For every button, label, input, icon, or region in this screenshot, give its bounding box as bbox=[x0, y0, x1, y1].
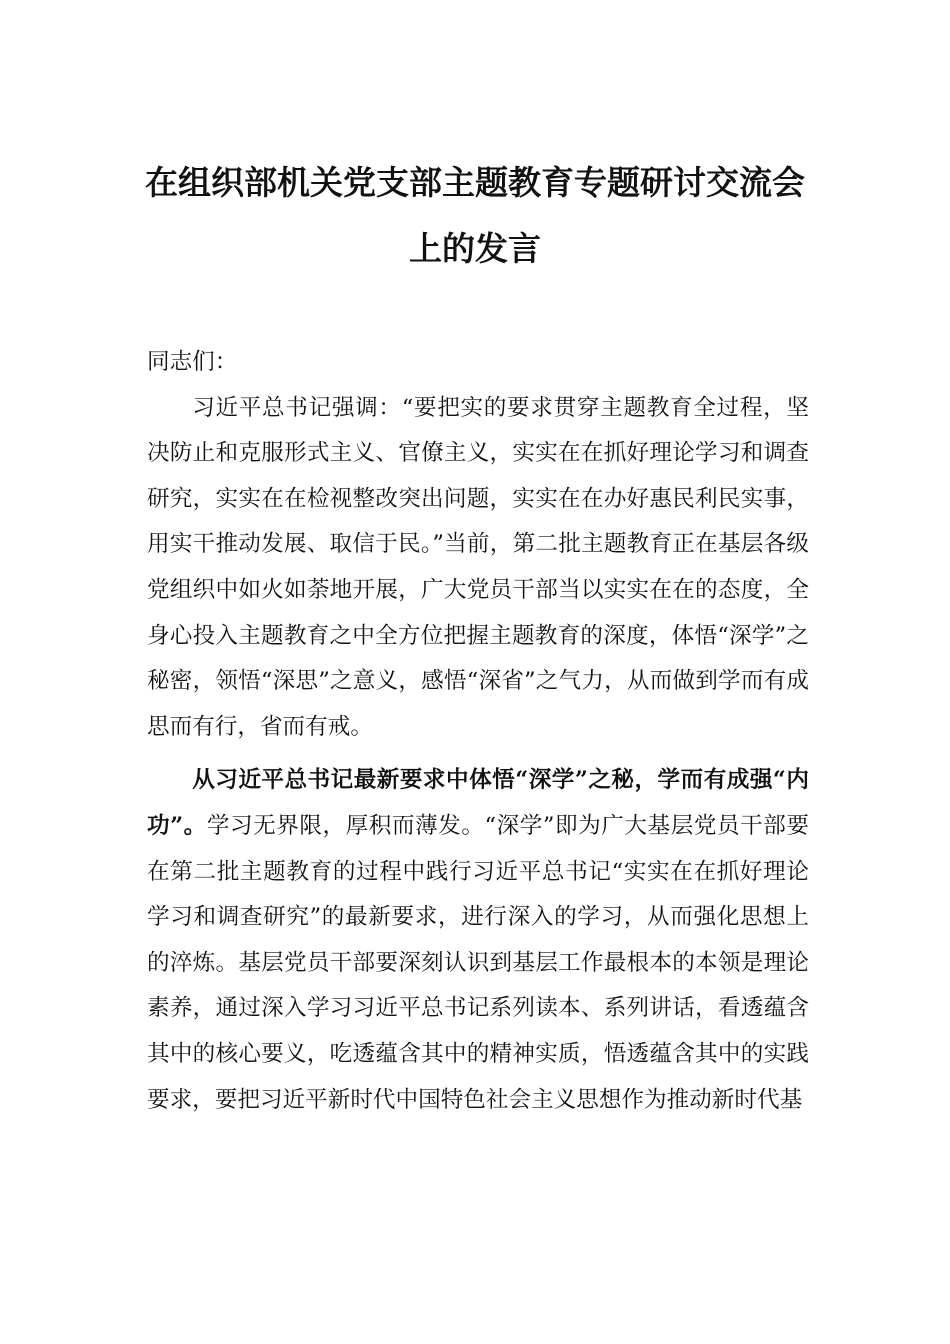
document-body bbox=[147, 340, 809, 1123]
paragraph-2 bbox=[147, 758, 809, 1123]
document-title: 在组织部机关党支部主题教育专题研讨交流会上的发言 bbox=[145, 163, 805, 268]
paragraph-1-text: 习近平总书记强调：“要把实的要求贯穿主题教育全过程，坚决防止和克服形式主义、官僚主义，实实在在抓好理论学习和调查研究，实实在在检视整改突出问题，实实在在办好惠民利民实事，用实干推动发展、取信于民。”当前，第二批主题教育正在基层各级党组织中如火如荼地开展，广大党员干部当以实实在在的态度，全身心投入主题教育之中全方位把握主题教育的深度，体悟“深学”之秘密，领悟“深思”之意义，感悟“深省”之气力，从而做到学而有成思而有行，省而有戒。 bbox=[147, 394, 809, 740]
paragraph-1 bbox=[147, 386, 809, 751]
paragraph-2-lead: 从习近平总书记最新要求中体悟“深学”之秘，学而有成强“内功”。 bbox=[147, 767, 809, 839]
salutation: 同志们： bbox=[147, 349, 238, 375]
paragraph-2-text: 学习无界限，厚积而薄发。“深学”即为广大基层党员干部要在第二批主题教育的过程中践行习近平总书记“实实在在抓好理论学习和调查研究”的最新要求，进行深入的学习，从而强化思想上的淬炼。基层党员干部要深刻认识到基层工作最根本的本领是理论素养，通过深入学习习近平总书记系列读本、系列讲话，看透蕴含其中的核心要义，吃透蕴含其中的精神实质，悟透蕴含其中的实践要求，要把习近平新时代中国特色社会主义思想作为推动新时代基 bbox=[147, 812, 809, 1113]
